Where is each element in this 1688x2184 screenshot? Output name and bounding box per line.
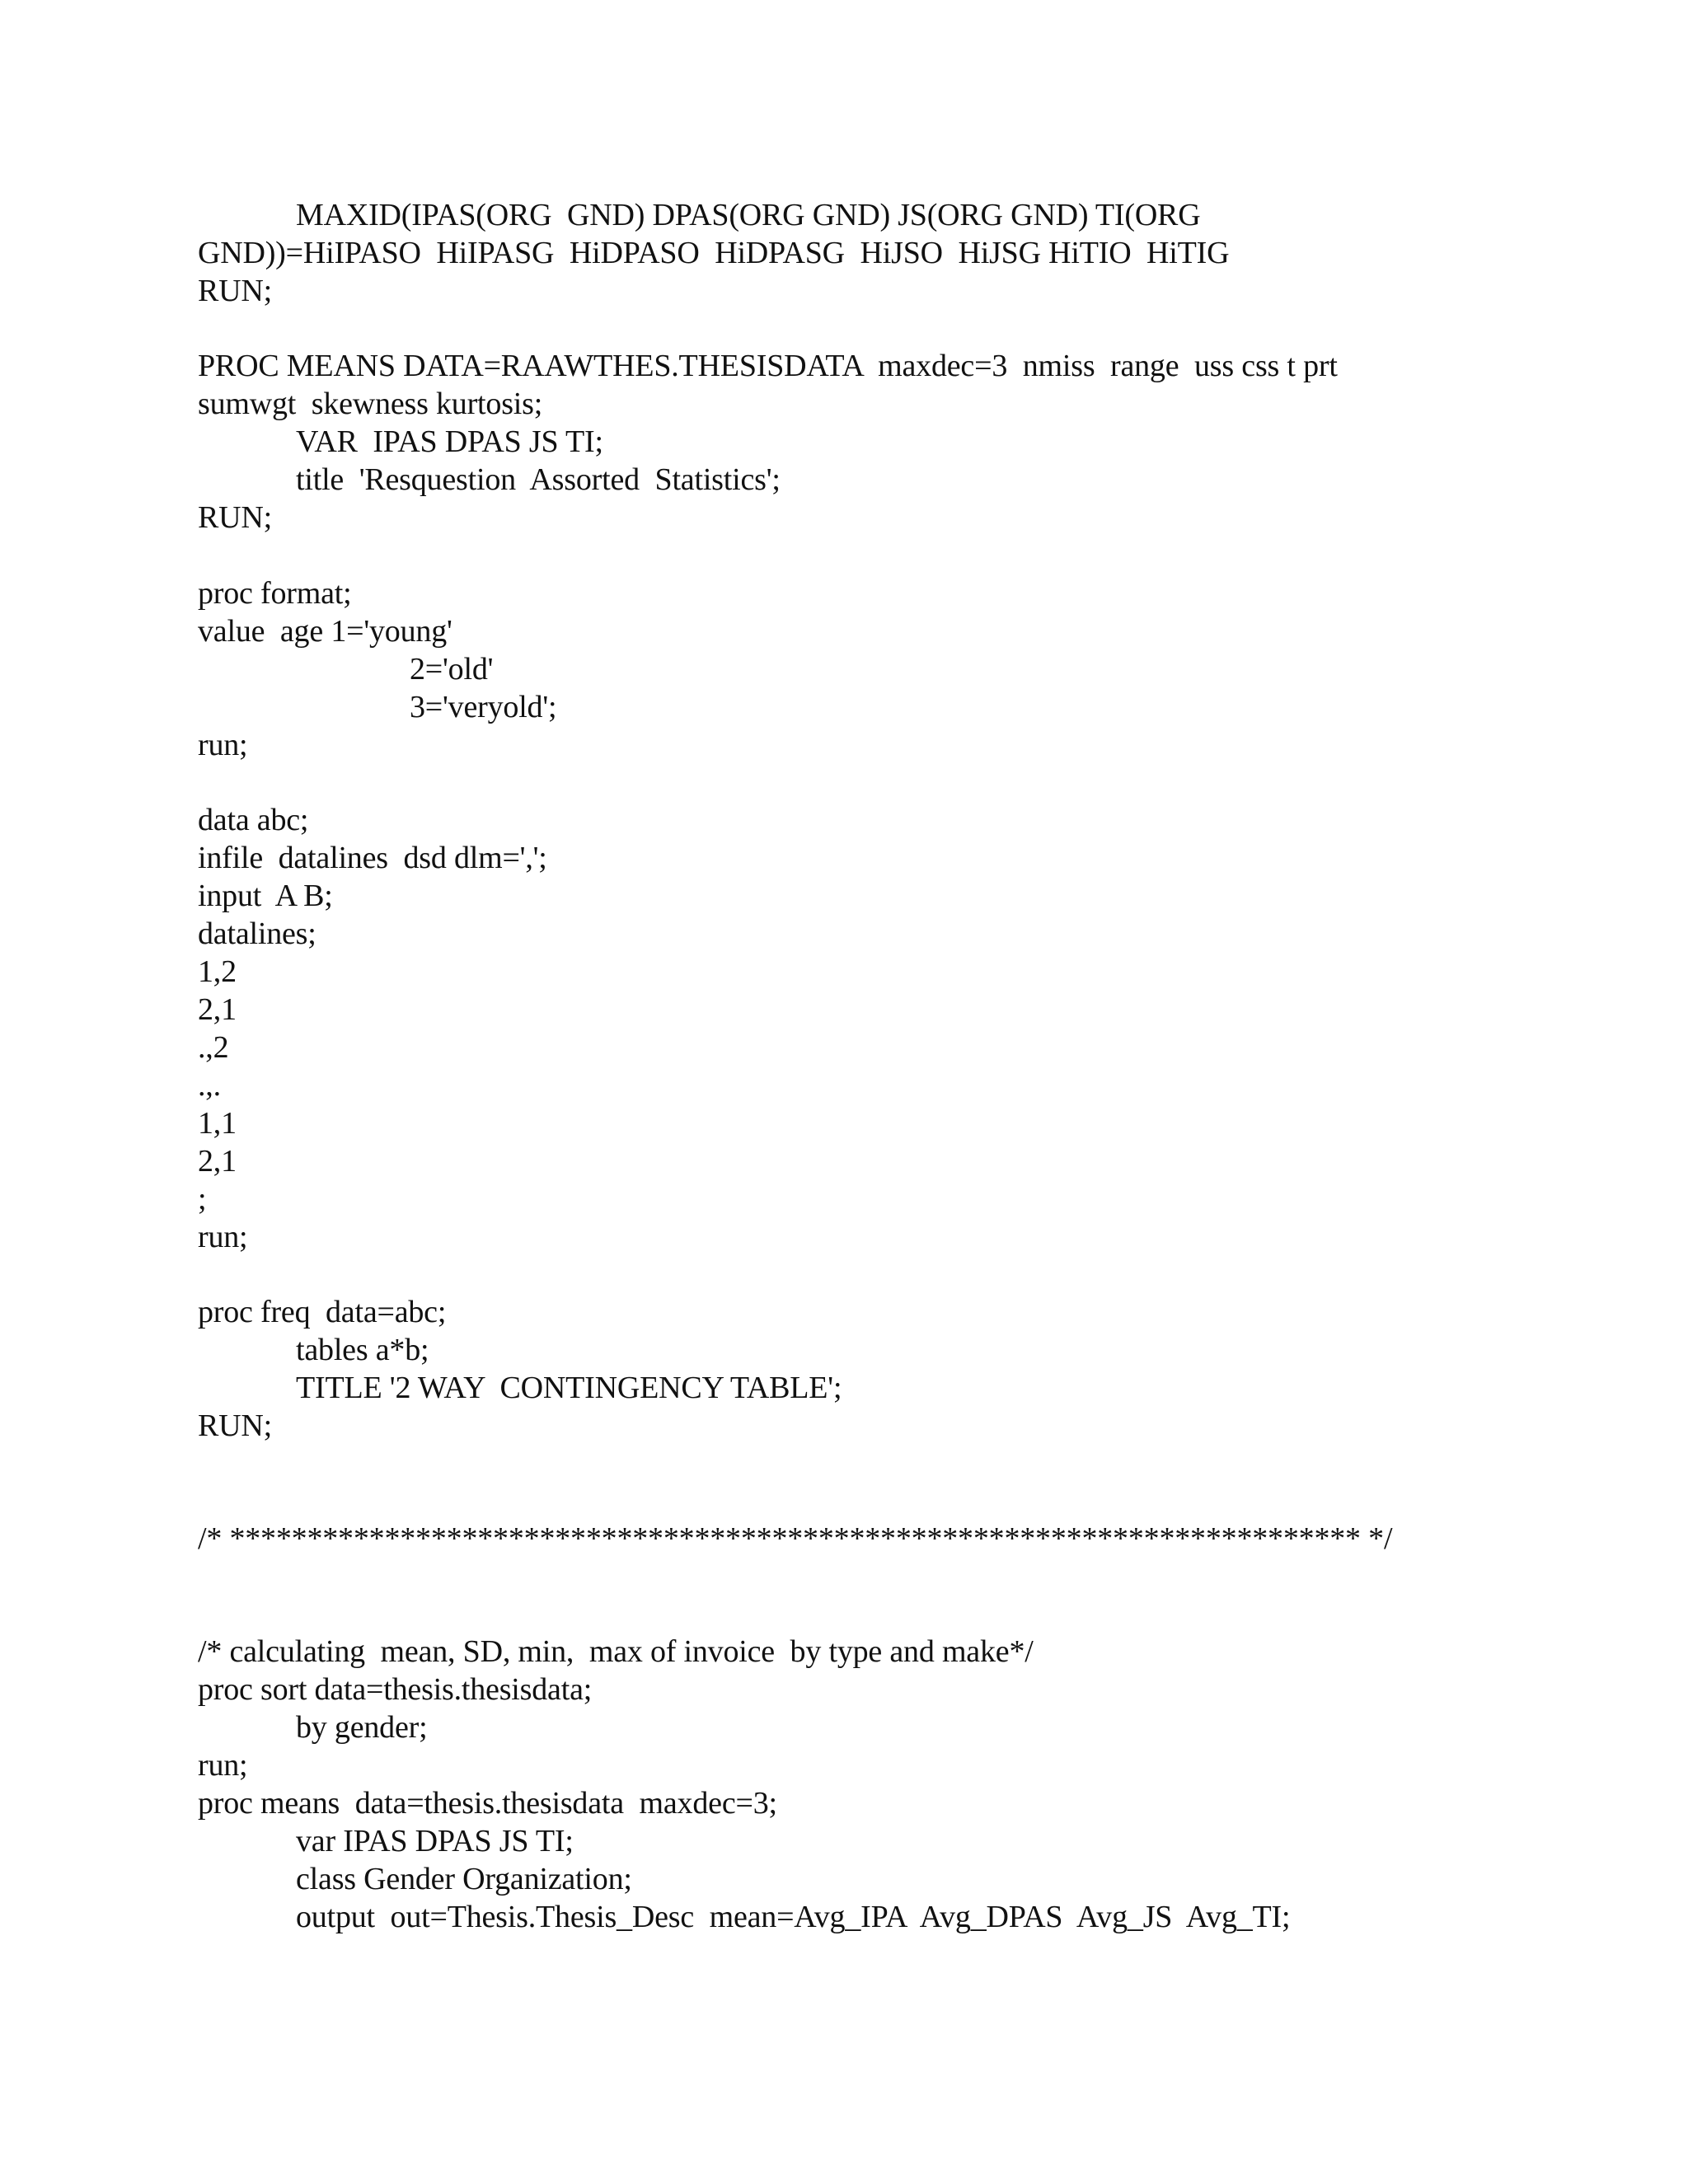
code-line-31: /* calculating mean, SD, min, max of invoice by type and make*/	[198, 1634, 1034, 1669]
code-line-12: 3='veryold';	[410, 690, 557, 724]
code-line-17: datalines;	[198, 916, 316, 951]
code-line-7: title 'Resquestion Assorted Statistics';	[296, 462, 781, 497]
code-line-1: MAXID(IPAS(ORG GND) DPAS(ORG GND) JS(ORG GND) TI(ORG	[296, 198, 1201, 232]
code-line-20: .,2	[198, 1030, 229, 1065]
code-line-9: proc format;	[198, 576, 352, 611]
code-line-25: run;	[198, 1220, 248, 1254]
code-line-38: output out=Thesis.Thesis_Desc mean=Avg_IPA Avg_DPAS Avg_JS Avg_TI;	[296, 1900, 1291, 1934]
code-line-28: TITLE '2 WAY CONTINGENCY TABLE';	[296, 1371, 842, 1405]
code-line-4: PROC MEANS DATA=RAAWTHES.THESISDATA maxdec=3 nmiss range uss css t prt	[198, 349, 1338, 383]
code-line-19: 2,1	[198, 992, 237, 1027]
code-line-11: 2='old'	[410, 652, 494, 687]
code-line-5: sumwgt skewness kurtosis;	[198, 387, 543, 421]
code-line-8: RUN;	[198, 500, 272, 535]
code-line-3: RUN;	[198, 274, 272, 308]
code-line-34: run;	[198, 1748, 248, 1783]
code-line-26: proc freq data=abc;	[198, 1295, 447, 1329]
code-line-13: run;	[198, 728, 248, 762]
code-line-33: by gender;	[296, 1710, 428, 1745]
code-line-2: GND))=HiIPASO HiIPASG HiDPASO HiDPASG HiJSO HiJSG HiTIO HiTIG	[198, 236, 1230, 270]
comment-divider: /* ************************************************************************* */	[198, 1521, 1393, 1556]
code-line-24: ;	[198, 1182, 207, 1216]
code-line-37: class Gender Organization;	[296, 1862, 632, 1896]
code-line-21: .,.	[198, 1068, 221, 1103]
code-line-23: 2,1	[198, 1144, 237, 1179]
code-line-15: infile datalines dsd dlm=',';	[198, 841, 547, 875]
code-line-27: tables a*b;	[296, 1333, 429, 1367]
code-line-22: 1,1	[198, 1106, 237, 1141]
code-line-14: data abc;	[198, 803, 309, 837]
code-line-16: input A B;	[198, 879, 333, 913]
code-line-6: VAR IPAS DPAS JS TI;	[296, 424, 603, 459]
code-line-29: RUN;	[198, 1408, 272, 1443]
code-line-10: value age 1='young'	[198, 614, 452, 649]
code-line-32: proc sort data=thesis.thesisdata;	[198, 1672, 593, 1707]
code-line-18: 1,2	[198, 954, 237, 989]
code-line-36: var IPAS DPAS JS TI;	[296, 1824, 574, 1858]
code-line-35: proc means data=thesis.thesisdata maxdec=3;	[198, 1786, 777, 1821]
